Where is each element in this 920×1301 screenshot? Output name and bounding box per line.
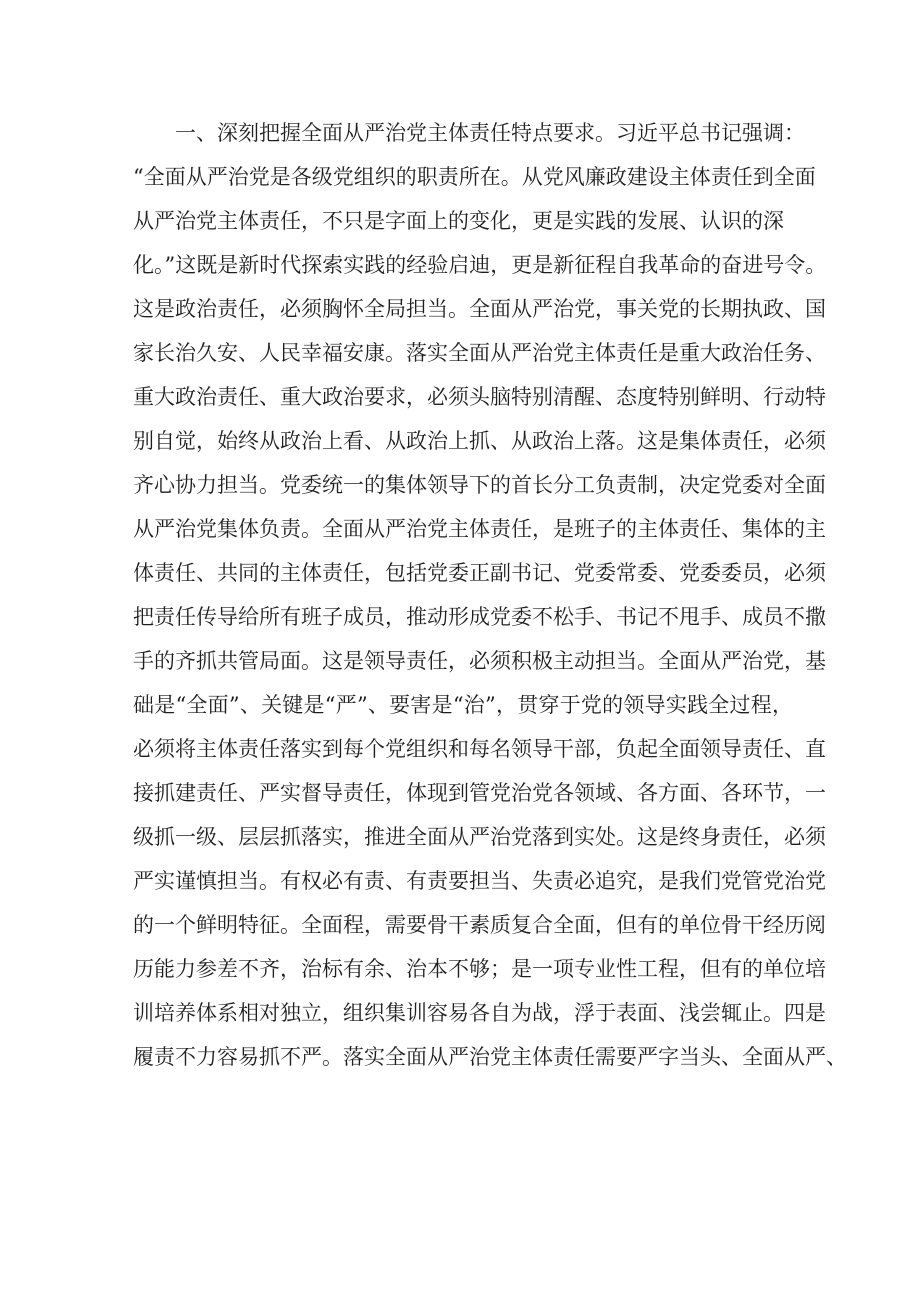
text-line: 这是政治责任，必须胸怀全局担当。全面从严治党，事关党的长期执政、国 — [133, 297, 826, 321]
text-line: 严实谨慎担当。有权必有责、有责要担当、失责必追究，是我们党管党治党 — [133, 869, 826, 893]
text-line: 一、深刻把握全面从严治党主体责任特点要求。习近平总书记强调： — [175, 121, 805, 145]
text-line: 接抓建责任、严实督导责任，体现到管党治党各领域、各方面、各环节，一 — [133, 781, 826, 805]
text-line: 家长治久安、人民幸福安康。落实全面从严治党主体责任是重大政治任务、 — [133, 341, 826, 365]
text-line: 手的齐抓共管局面。这是领导责任，必须积极主动担当。全面从严治党，基 — [133, 649, 826, 673]
text-line: 齐心协力担当。党委统一的集体领导下的首长分工负责制，决定党委对全面 — [133, 473, 826, 497]
text-line: 的一个鲜明特征。全面程，需要骨干素质复合全面，但有的单位骨干经历阅 — [133, 913, 826, 937]
text-line: 别自觉，始终从政治上看、从政治上抓、从政治上落。这是集体责任，必须 — [133, 429, 826, 453]
text-line: 从严治党集体负责。全面从严治党主体责任，是班子的主体责任、集体的主 — [133, 517, 826, 541]
text-line: 础是“全面”、关键是“严”、要害是“治”，贯穿于党的领导实践全过程， — [133, 693, 793, 717]
text-line: 历能力参差不齐，治标有余、治本不够；是一项专业性工程，但有的单位培 — [133, 957, 826, 981]
text-line: “全面从严治党是各级党组织的职责所在。从党风廉政建设主体责任到全面 — [133, 165, 816, 189]
text-line: 级抓一级、层层抓落实，推进全面从严治党落到实处。这是终身责任，必须 — [133, 825, 826, 849]
text-line: 重大政治责任、重大政治要求，必须头脑特别清醒、态度特别鲜明、行动特 — [133, 385, 826, 409]
text-line: 体责任、共同的主体责任，包括党委正副书记、党委常委、党委委员，必须 — [133, 561, 826, 585]
text-line: 把责任传导给所有班子成员，推动形成党委不松手、书记不甩手、成员不撒 — [133, 605, 826, 629]
text-line: 化。”这既是新时代探索实践的经验启迪，更是新征程自我革命的奋进号令。 — [133, 253, 827, 277]
text-line: 从严治党主体责任，不只是字面上的变化，更是实践的发展、认识的深 — [133, 209, 784, 233]
text-line: 履责不力容易抓不严。落实全面从严治党主体责任需要严字当头、全面从严、 — [133, 1045, 847, 1069]
text-line: 训培养体系相对独立，组织集训容易各自为战，浮于表面、浅尝辄止。四是 — [133, 1001, 826, 1025]
text-line: 必须将主体责任落实到每个党组织和每名领导干部，负起全面领导责任、直 — [133, 737, 826, 761]
